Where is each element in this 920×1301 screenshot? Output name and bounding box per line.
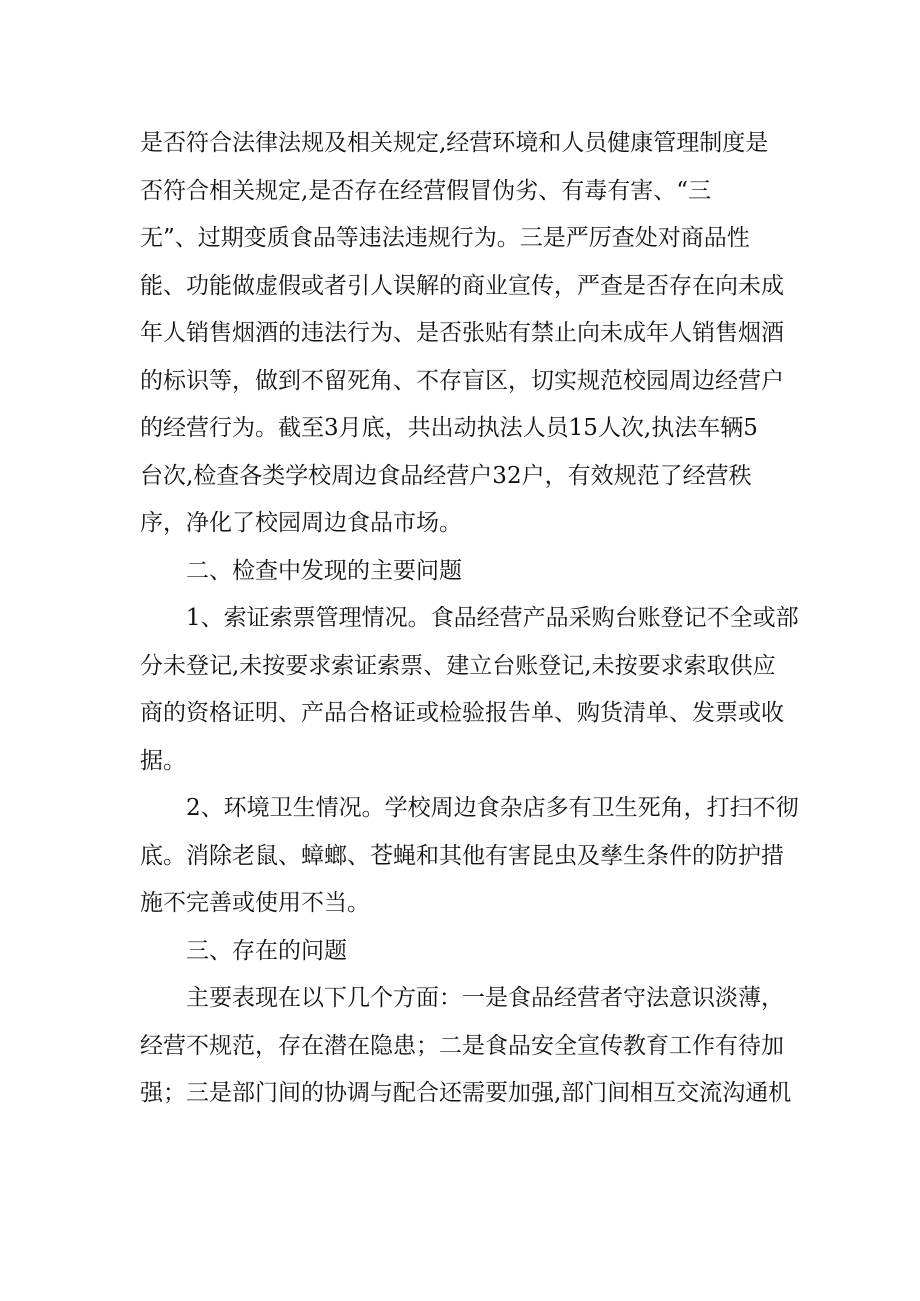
text-line: 二、检查中发现的主要问题 (186, 557, 462, 584)
text-line: 序，净化了校园周边食品市场。 (140, 510, 462, 536)
text-line: 的经营行为。截至3月底，共出动执法人员15人次,执法车辆5 (140, 415, 758, 441)
document-body (140, 120, 800, 1118)
text-line: 施不完善或使用不当。 (140, 890, 370, 916)
text-line: 能、功能做虚假或者引人误解的商业宣传，严查是否存在向未成 (140, 272, 784, 299)
text-line: 台次,检查各类学校周边食品经营户32户，有效规范了经营秩 (140, 462, 752, 489)
text-line: 1、索证索票管理情况。食品经营产品采购台账登记不全或部 (186, 605, 799, 631)
text-line: 分未登记,未按要求索证索票、建立台账登记,未按要求索取供应 (140, 652, 776, 679)
text-line: 经营不规范，存在潜在隐患；二是食品安全宣传教育工作有待加 (140, 1032, 784, 1059)
text-line: 无”、过期变质食品等违法违规行为。三是严厉查处对商品性 (140, 225, 750, 251)
text-line: 的标识等，做到不留死角、不存盲区，切实规范校园周边经营户 (140, 367, 784, 394)
text-line: 是否符合法律法规及相关规定,经营环境和人员健康管理制度是 (140, 130, 769, 156)
text-line: 否符合相关规定,是否存在经营假冒伪劣、有毒有害、“三 (140, 177, 712, 204)
text-line: 商的资格证明、产品合格证或检验报告单、购货清单、发票或收 (140, 700, 784, 726)
text-line: 据。 (140, 747, 186, 774)
text-line: 强；三是部门间的协调与配合还需要加强,部门间相互交流沟通机 (140, 1080, 792, 1106)
text-line: 底。消除老鼠、蟑螂、苍蝇和其他有害昆虫及孳生条件的防护措 (140, 842, 784, 869)
text-line: 主要表现在以下几个方面：一是食品经营者守法意识淡薄， (186, 985, 784, 1011)
text-line: 三、存在的问题 (186, 937, 347, 964)
text-line: 年人销售烟酒的违法行为、是否张贴有禁止向未成年人销售烟酒 (140, 320, 784, 346)
text-line: 2、环境卫生情况。学校周边食杂店多有卫生死角，打扫不彻 (186, 795, 799, 821)
